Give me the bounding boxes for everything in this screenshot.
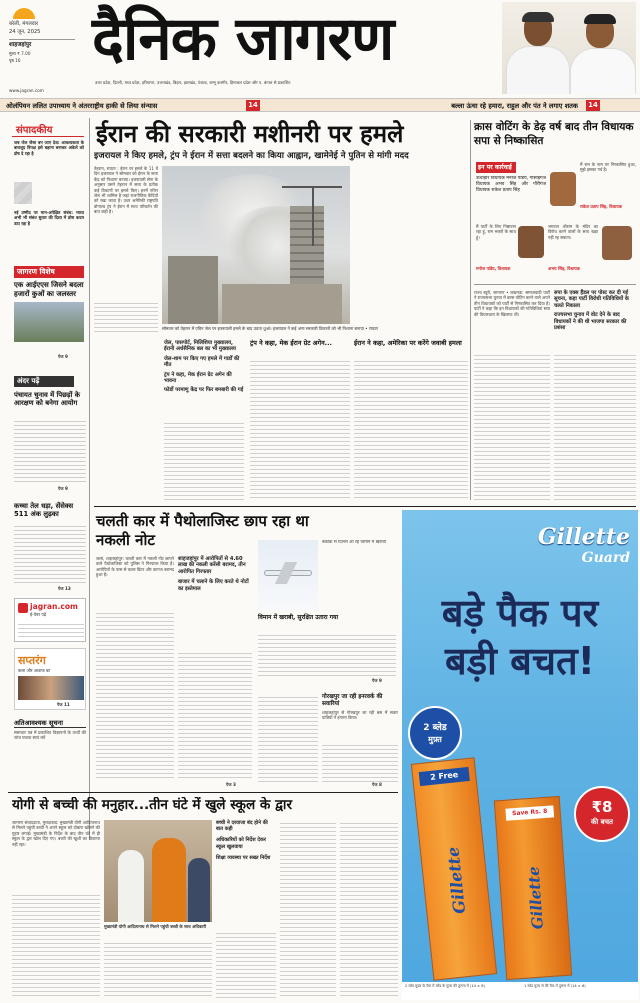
saptrang-photo [18,676,84,700]
masthead [0,0,640,100]
bottom-photo-caption: मुख्यमंत्री योगी आदित्यनाथ से मिलने पहुंची बच्ची के साथ अधिकारी [104,924,207,929]
bottom-photo-person-2 [152,838,186,922]
inside-2-page: पेज 13 [58,586,71,591]
lead-col2-lines [250,358,350,500]
mla-photo-3 [602,226,632,260]
ad-pack-large [411,757,497,980]
notice-heading: अतिआवश्यक सूचना [14,718,86,728]
sun-logo-icon [13,8,35,19]
ad-headline-2: बड़ी बचत! [445,639,595,683]
gorakhpur-body: शाहजहांपुर से गोरखपुर जा रही बस में सवार यात्रियों ने हंगामा किया। [322,710,398,721]
lead-headline[interactable]: ईरान की सरकारी मशीनरी पर हमले [96,120,404,148]
inside-1-page: पेज 9 [58,486,68,491]
quote-3: भगवान श्रीराम के मंदिर का विरोध करने वालों के साथ खड़ा नहीं रह सकता। [548,224,598,240]
inside-1-headline[interactable]: पंचायत चुनाव में पिछड़ों के आरक्षण को बनेगा आयोग [14,391,80,408]
inside-1-body [14,418,86,484]
ad-brand: Gillette [537,524,630,550]
editorial-heading: संपादकीय [16,125,53,136]
jagran-com-box[interactable] [14,598,86,642]
edition-city: बरेली, मंगलवार [9,21,39,27]
lead-bullet: जेल-शाम पर किए गए हमले में गार्डों की मौत [164,355,240,369]
bottom-headline[interactable]: योगी से बच्ची की मनुहार...तीन घंटे में खुले स्कूल के द्वार [12,797,293,813]
ad-saving-text: की बचत [590,818,614,826]
crane-arm [282,186,342,188]
bottom-photo-person-3 [188,858,210,922]
masthead-editions: उत्तर प्रदेश, दिल्ली, मध्य प्रदेश, हरियाणा, उत्तराखंड, बिहार, झारखंड, पंजाब, जम्मू कश्मीर, हिमाचल प्रदेश और प. बंगाल से प्रकाशित [95,80,291,85]
pathologist-lines-1 [96,610,174,780]
ad-footer [402,982,638,1000]
edition-pages: पृष्ठ 16 [9,58,21,63]
ad-footnote-1: 2 ब्लेड मुफ़्त के पैक में ब्लेड के मूल्य की तुलना में (14 × 8) [405,984,485,988]
vishesh-photo [14,302,84,342]
andar-pade-label: अंदर पढ़ें [14,376,74,387]
editorial-heading-rule [12,136,84,137]
masthead-title: दैनिक जागरण [92,4,394,74]
gorakhpur-page: पेज 8 [372,782,382,787]
right-side-bullet: सपा के एक्स हैंडल पर पोस्ट कर दी गई सूचना, कहा पार्टी विरोधी गतिविधियों के चलते निकाला [554,290,629,309]
crane [312,186,314,246]
lead-bullet: ट्रंप ने कहा, मेक ईरान ग्रेट अगेन की भावना [164,371,232,385]
sidebar-divider [89,118,90,840]
lead-body-lines [94,300,158,335]
jagran-com-sub: ई-पेपर पढ़ें [30,612,47,617]
quote-2-by: मनोज पांडेय, विधायक [476,266,511,271]
flight-page: पेज 9 [372,678,382,683]
saptrang-page: पेज 11 [57,702,70,707]
ticker-left-page: 14 [246,100,260,111]
sidebar [0,118,88,846]
inside-2-body [14,523,86,583]
ad-free-badge-line1: 2 ब्लेड [423,723,447,733]
pathologist-lines-2 [178,650,252,780]
gillette-ad[interactable] [402,510,638,1000]
ticker-right[interactable]: बल्ला ऊंचा रहे हमारा, राहुल और पंत ने लगाए शतक [451,102,578,110]
saptrang-box[interactable] [14,648,86,710]
bottom-lines-3 [216,930,276,998]
lead-col3-head[interactable]: ईरान ने कहा, अमेरिका पर करेंगे जवाबी हमला [354,339,462,347]
jagran-vishesh-label: जागरण विशेष [14,266,84,278]
masthead-divider [9,39,75,40]
jagran-com-label: jagran.com [30,602,78,611]
ad-pack-brand: Gillette [443,846,470,915]
ticker-bar [0,98,640,112]
ad-free-badge-line2: मुफ़्त [428,735,442,744]
ad-footnote-2: 1 ब्लेड मूल्य से की पैक में तुलना में (14 × 6) [524,984,586,988]
action-heading: इन पर कार्रवाई [476,162,516,173]
quote-2: मैं पार्टी के लिए निष्ठावान रहा हूं, राम भक्तों के साथ हूं। [476,224,516,240]
ad-brand-sub: Guard [581,550,630,566]
website-link[interactable]: www.jagran.com [9,88,44,93]
bottom-side-bullet: बच्ची ने दरवाजा बंद होने की बात कही [216,820,268,833]
lead-bullet: फोर्डो परमाणु केंद्र पर फिर बमबारी की गई [164,387,244,394]
saptrang-sub: कला और आवाज का [18,668,51,673]
editorial-item-2[interactable]: नई उम्मीद पर मान-अपेक्षित संबंध: भारत अभी भी संबंध सुधार की दिशा में ठोस कदम उठा रहा है [14,210,84,226]
pathologist-bullet: बाजार में चलाने के लिए करते थे नोटों का इस्तेमाल [178,579,249,592]
flight-caption: बैंकाक से दिल्ली आ रहे विमान में खराबी [322,540,386,545]
pathologist-page: पेज 3 [226,782,236,787]
saptrang-title: सप्तरंग [18,654,46,667]
lead-body: तेहरान, रायटर : ईरान पर हमले के 11 वें दिन इजरायल ने सोमवार को ईरान के सत्ता केंद्र को निशाना बनाया। इजरायली सेना के अनुसार उसने तेहरान में सत्ता के प्रतीक कई ठिकानों पर हमले किए। इनमें एविन जेल भी शामिल है जहां राजनीतिक कैदियों को रखा जाता है। उधर अमेरिकी राष्ट्रपति डोनाल्ड ट्रंप ने ईरान में सत्ता परिवर्तन की बात कही है। [94,166,158,215]
pathologist-bullet: शाहजहांपुर में आरोपितों से 4.60 लाख की नकली करेंसी बरामद, तीन आरोपित गिरफ्तार [178,556,246,575]
lead-bullet: जेल, पासपोर्ट, मिलिशिया मुख्यालय, ईरानी अर्धसैनिक बल का भी मुख्यालय [164,340,236,353]
editorial-item-1[interactable]: जब जेल जैसा बन जाए देश: आवश्यकता के बावजूद विपक्ष इसे बहाना बनाकर अकेले को दोष दे रहा है [14,140,84,156]
pathologist-top-rule [94,506,636,507]
mla-photo-2 [518,226,544,258]
right-story-rule [474,284,636,285]
cricketer-right-hair [584,14,616,24]
lead-col3-lines [354,358,468,500]
right-side-bullets [554,290,636,350]
editorial-author-photo [14,182,32,204]
vishesh-headline[interactable]: एक आईएएस जिसने बदला हजारों कुओं का जलस्तर [14,281,84,298]
gorakhpur-lines [322,742,398,782]
bottom-top-rule [8,792,398,793]
ad-pack-save-tag: Save Rs. 8 [505,805,554,820]
right-divider [470,120,471,500]
edition-price: मूल्य ₹ 7.00 [9,51,31,56]
right-side-lines [554,352,636,500]
ad-saving-badge [574,786,630,842]
ad-pack-free-label: 2 Free [419,767,470,786]
bottom-side-bullets [216,820,276,930]
quote-1: मैं राम के नाम पर निष्कासित हुआ, मुझे इसका गर्व है। [580,162,636,173]
bottom-photo [104,820,212,922]
right-side-bullet: राज्यसभा चुनाव में वोट देने के बाद विधायकों ने की थी भाजपा सरकार की प्रशंसा [554,312,627,332]
mla-photo-1 [550,172,576,206]
ad-pack-brand-2: Gillette [524,865,547,930]
cricketer-left-jersey [506,46,570,94]
bottom-side-bullet: शिक्षा व्यवस्था पर सख्त निर्देश [216,854,271,861]
ad-saving-amount: ₹8 [591,798,613,816]
flight-headline[interactable]: विमान में खराबी, सुरक्षित उतारा गया [258,614,339,621]
jagran-com-logo-icon [18,603,28,613]
bottom-photo-person-1 [118,850,144,922]
bottom-lines-1 [12,892,100,998]
edition-date: 24 जून, 2025 [9,29,41,35]
pathologist-bullets [178,556,252,646]
cricketer-right-jersey [570,48,636,94]
bottom-lines-4 [280,820,336,998]
inside-2-headline[interactable]: कच्चा तेल धड़ा, सेंसेक्स 511 अंक लुढ़का [14,502,74,519]
building-left [168,256,218,324]
ad-headline-1: बड़े पैक पर [441,591,599,635]
right-headline[interactable]: क्रास वोटिंग के डेढ़ वर्ष बाद तीन विधायक सपा से निष्कासित [474,121,634,147]
edition-region: शाहजहांपुर [9,42,32,48]
lead-col2-head[interactable]: ट्रंप ने कहा, मेक ईरान ग्रेट अगेन... [250,339,332,347]
pathologist-headline[interactable]: चलती कार में पैथोलाजिस्ट छाप रहा था नकली नोट [96,512,309,549]
notice-text: समाचार पत्र में प्रकाशित विज्ञापनों के तथ्यों की जांच पाठक स्वयं करें [14,730,86,741]
ticker-right-page: 14 [586,100,600,111]
quote-3-by: अभय सिंह, विधायक [548,266,580,271]
cricketers-photo [502,2,636,94]
lead-photo [162,166,350,324]
lead-subhead[interactable]: इजरायल ने किए हमले, ट्रंप ने ईरान में सत्ता बदलने का किया आह्वान, खामेनेई ने पुतिन से मांगी मदद [94,151,409,161]
action-names: ऊंचाहार विधायक मनोज पांडेय, गोसाईगंज विधायक अभय सिंह और गौरीगंज विधायक राकेश प्रताप सिंह [476,176,546,193]
jagran-com-lines [18,621,84,639]
lead-photo-caption: सोमवार को तेहरान में एविन जेल पर इजरायली हमले के बाद उठता धुआं। इजरायल ने कई अन्य सरकारी ठिकानों को भी निशाना बनाया • रायटर [162,326,379,331]
cricketer-left-cap [522,12,554,22]
building-front [222,284,342,324]
ticker-left[interactable]: ओलंपियन ललित उपाध्याय ने अंतरराष्ट्रीय हाकी से लिया संन्यास [6,102,158,110]
pathologist-body: जासं, शाहजहांपुर: चलती कार में नकली नोट छापने वाले पैथोलाजिस्ट को पुलिस ने गिरफ्तार किया है। आरोपितों के पास से कलर प्रिंटर और कागज बरामद हुआ है। [96,556,174,578]
bottom-lines-2 [104,940,212,998]
right-story-body: राज्य ब्यूरो, जागरण • लखनऊ: समाजवादी पार्टी ने राज्यसभा चुनाव में क्रास वोटिंग करने वाले अपने तीन विधायकों को पार्टी से निष्कासित कर दिया है। पार्टी ने कहा कि इन विधायकों की गतिविधियां सपा की विचारधारा के खिलाफ थीं। [474,290,550,317]
ad-pack-small [494,796,572,980]
bottom-side-bullet: अधिकारियों को निर्देश देकर स्कूल खुलवाया [216,837,266,850]
gorakhpur-headline[interactable]: गोरखपुर जा रही इनरवर्क की सवारियां [322,694,383,707]
bottom-body: जागरण संवाददाता, मुरादाबाद: मुख्यमंत्री योगी आदित्यनाथ से मिलने पहुंची बच्ची ने अपने स्कूल को दोबारा खोलने की गुहार लगाई। मुख्यमंत्री के निर्देश के बाद तीन घंटे में ही स्कूल के द्वार खोल दिए गए। बच्ची की खुशी का ठिकाना नहीं रहा। [12,820,100,847]
right-story-lines [474,352,550,500]
mid-lines [258,694,318,782]
lead-bullets-lines [164,420,244,500]
quote-1-by: राकेश प्रताप सिंह, विधायक [580,204,622,209]
ad-free-badge [408,706,462,760]
bottom-lines-5 [340,820,398,998]
flight-lines [258,632,396,676]
vishesh-page: पेज 9 [58,354,68,359]
flight-photo [258,540,318,610]
